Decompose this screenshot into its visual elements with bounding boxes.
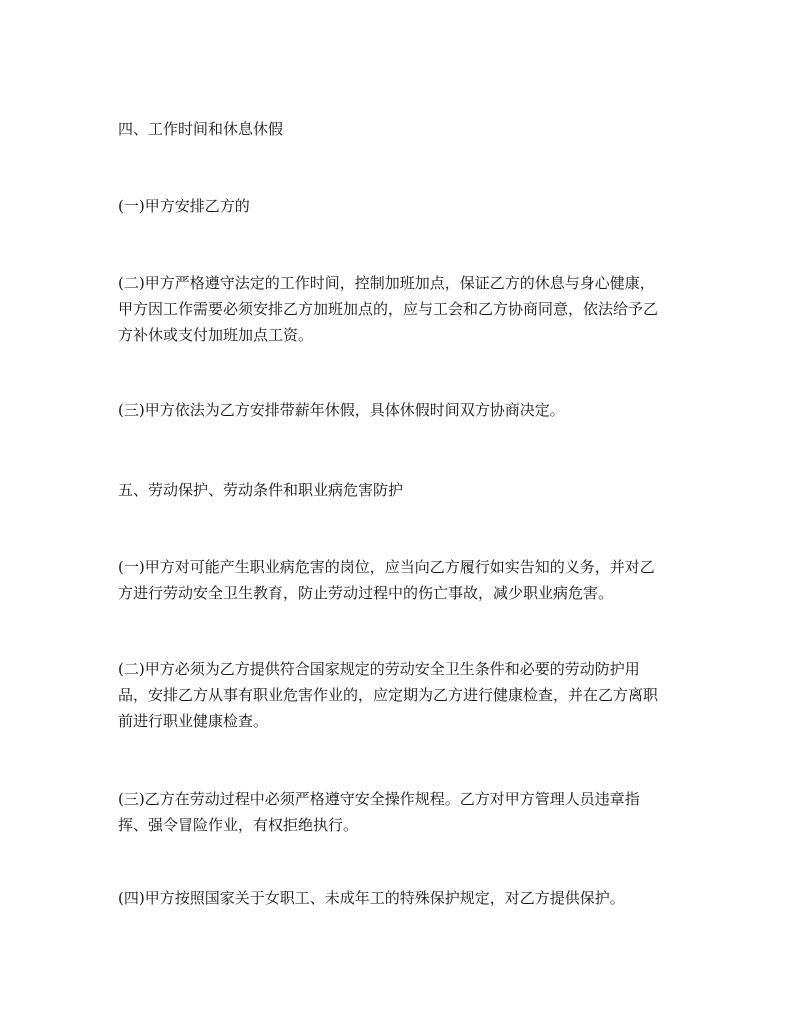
section-4-paragraph-1: (一)甲方安排乙方的 [118, 197, 250, 215]
section-4-paragraph-2: (二)甲方严格遵守法定的工作时间，控制加班加点，保证乙方的休息与身心健康， 甲方因工作需要必须安排乙方加班加点的，应与工会和乙方协商同意，依法给予乙 方补休或支付加班加点工资。 [118, 274, 659, 344]
section-4-title: 四、工作时间和休息休假 [118, 120, 284, 138]
section-5-paragraph-2: (二)甲方必须为乙方提供符合国家规定的劳动安全卫生条件和必要的劳动防护用 品，安排乙方从事有职业危害作业的，应定期为乙方进行健康检查，并在乙方离职 前进行职业健康检查。 [118, 660, 659, 730]
section-5-paragraph-1: (一)甲方对可能产生职业病危害的岗位，应当向乙方履行如实告知的义务，并对乙 方进行劳动安全卫生教育，防止劳动过程中的伤亡事故，减少职业病危害。 [118, 558, 655, 602]
section-5-title: 五、劳动保护、劳动条件和职业病危害防护 [118, 481, 404, 499]
section-5-paragraph-4: (四)甲方按照国家关于女职工、未成年工的特殊保护规定，对乙方提供保护。 [118, 889, 625, 907]
section-5-paragraph-3: (三)乙方在劳动过程中必须严格遵守安全操作规程。乙方对甲方管理人员违章指 挥、强令冒险作业，有权拒绝执行。 [118, 790, 640, 834]
section-4-paragraph-3: (三)甲方依法为乙方安排带薪年休假，具体休假时间双方协商决定。 [118, 401, 565, 419]
